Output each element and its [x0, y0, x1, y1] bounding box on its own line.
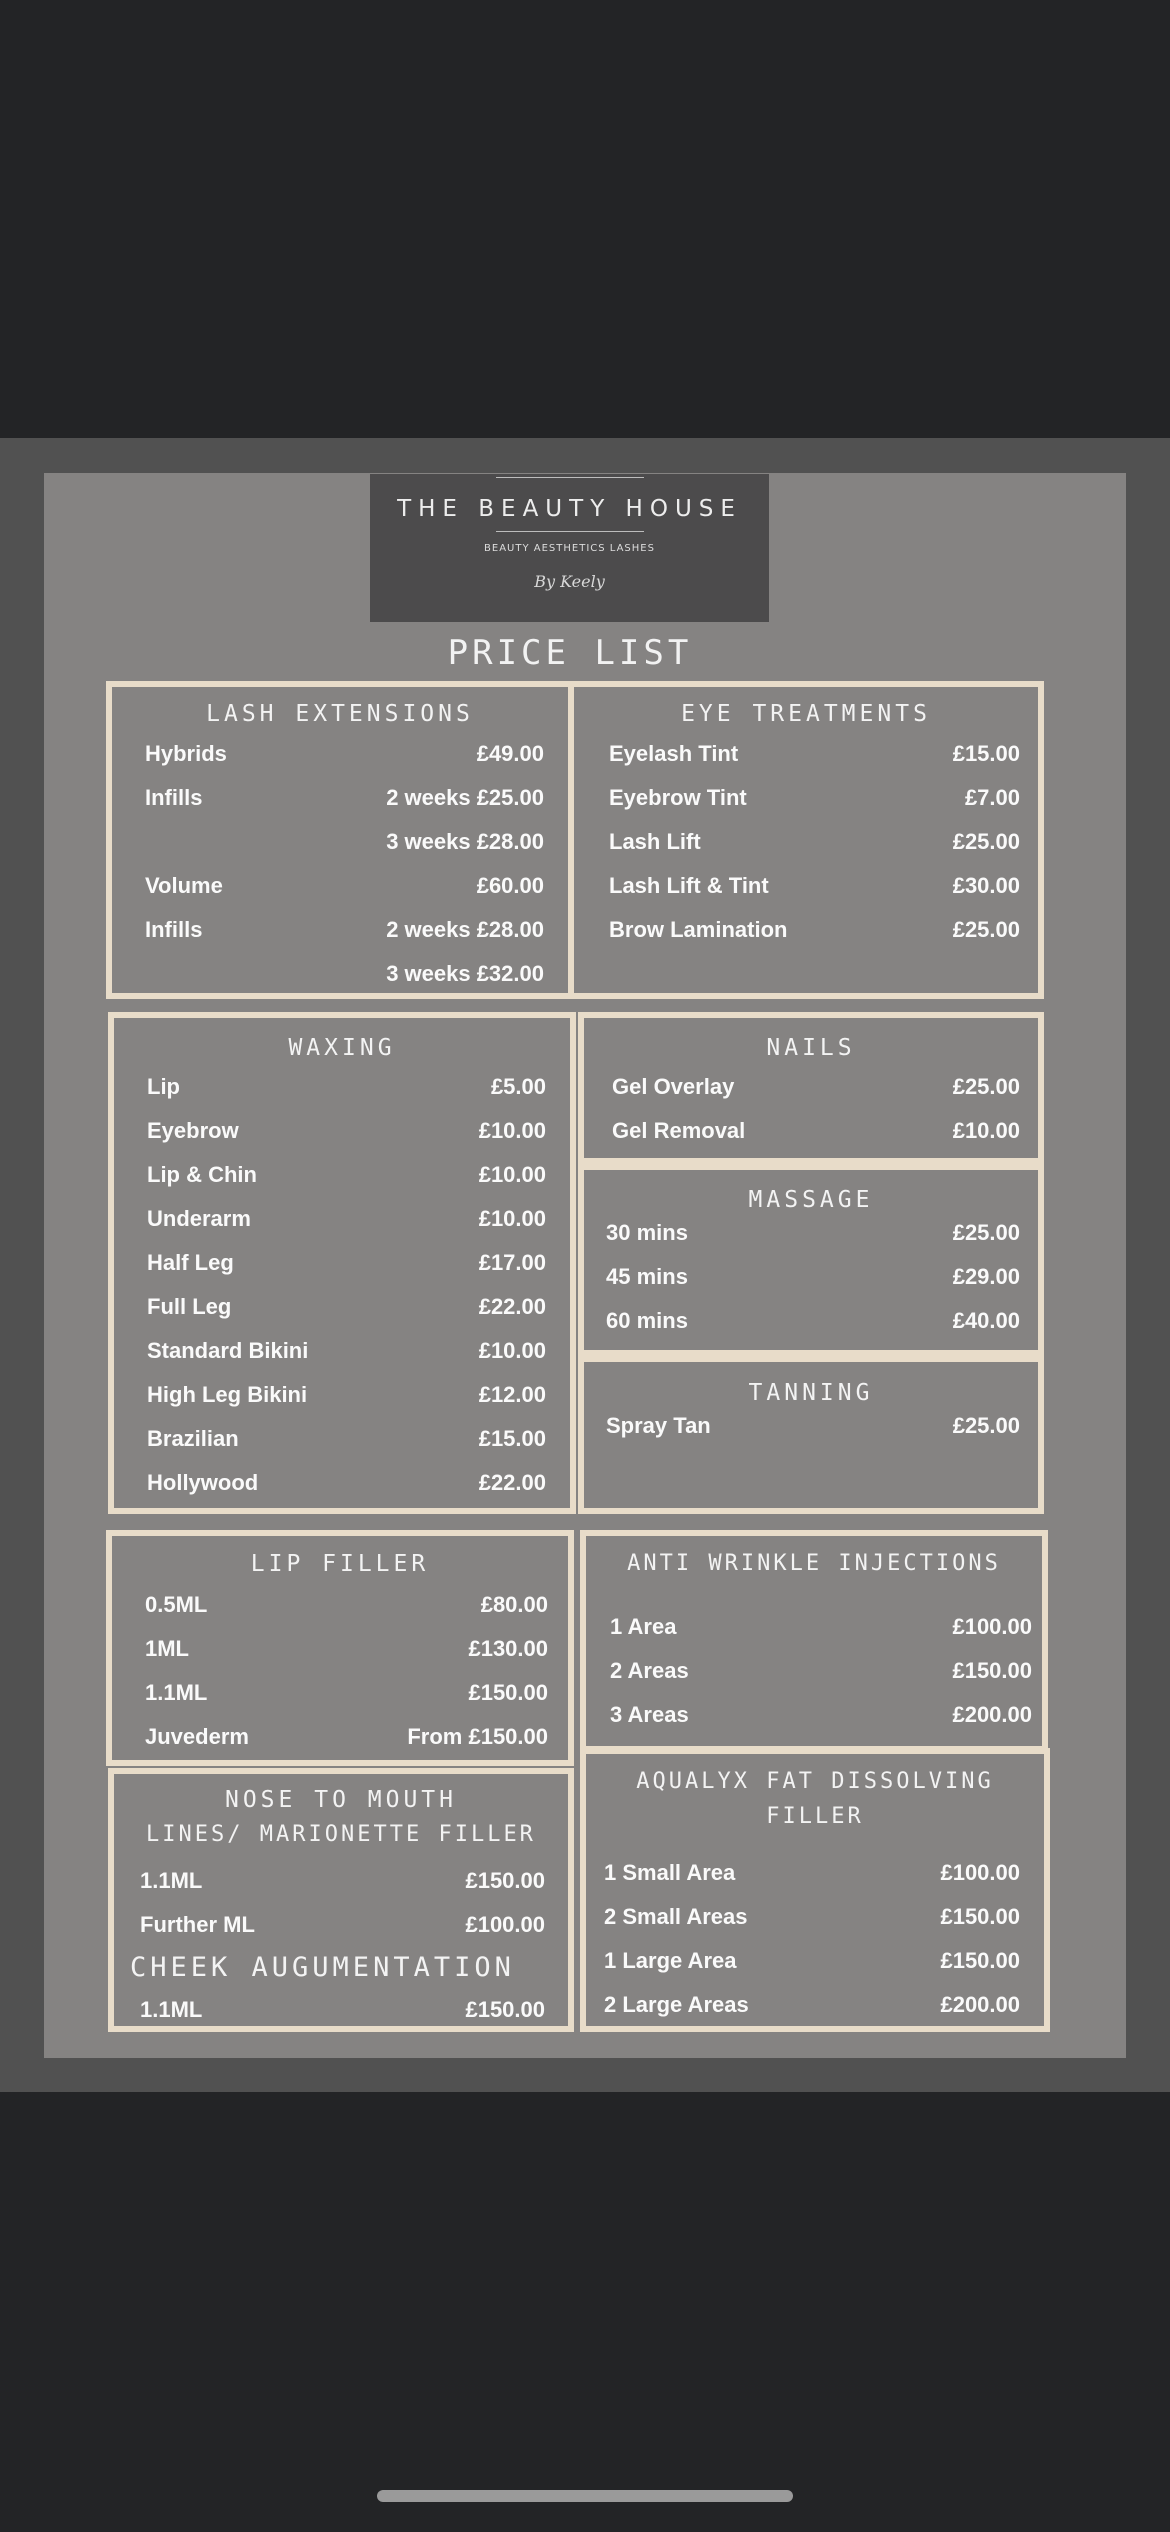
section-title: LASH EXTENSIONS: [206, 701, 474, 727]
treatment-price: £100.00: [465, 1912, 545, 1937]
treatment-name: 3 Areas: [610, 1702, 689, 1727]
treatment-price: £22.00: [478, 1470, 546, 1495]
treatment-price: 2 weeks £25.00: [386, 785, 544, 810]
treatment-name: 1 Large Area: [604, 1948, 737, 1973]
price-row: [604, 1992, 1020, 2020]
price-row: [606, 1220, 1020, 1248]
price-row: [606, 1413, 1020, 1441]
treatment-name: Brazilian: [147, 1426, 239, 1451]
section-title: NOSE TO MOUTH: [224, 1787, 457, 1813]
treatment-price: 3 weeks £32.00: [386, 961, 544, 986]
treatment-name: High Leg Bikini: [147, 1382, 308, 1407]
treatment-price: £40.00: [952, 1308, 1020, 1333]
treatment-price: £10.00: [952, 1118, 1020, 1143]
cheek-augmentation-title: CHEEK AUGUMENTATION: [130, 1952, 515, 1983]
nose-to-mouth-section: [108, 1768, 574, 2032]
treatment-name: 1.1ML: [140, 1868, 203, 1893]
price-row: [147, 1470, 546, 1498]
price-row: [609, 873, 1020, 901]
treatment-price: £10.00: [478, 1338, 546, 1363]
treatment-name: Lip & Chin: [147, 1162, 257, 1187]
treatment-name: Half Leg: [147, 1250, 234, 1275]
treatment-price: £150.00: [940, 1948, 1020, 1973]
price-row: [604, 1904, 1020, 1932]
price-row: [612, 1118, 1020, 1146]
logo-rule-top: [496, 477, 644, 478]
price-row: [145, 961, 544, 989]
treatment-name: 1 Area: [610, 1614, 677, 1639]
price-row: [145, 1592, 548, 1620]
price-row: [140, 1868, 545, 1896]
treatment-name: Hybrids: [145, 741, 227, 766]
treatment-name: 2 Large Areas: [604, 1992, 749, 2017]
section-title: ANTI WRINKLE INJECTIONS: [627, 1551, 1001, 1576]
treatment-price: £150.00: [465, 1997, 545, 2022]
price-row: [604, 1860, 1020, 1888]
treatment-price: £15.00: [952, 741, 1020, 766]
section-title-line2: LINES/ MARIONETTE FILLER: [146, 1822, 536, 1847]
brand-tagline: BEAUTY AESTHETICS LASHES: [484, 543, 655, 554]
price-row: [609, 829, 1020, 857]
treatment-name: 0.5ML: [145, 1592, 208, 1617]
treatment-name: Hollywood: [147, 1470, 259, 1495]
treatment-name: Lash Lift & Tint: [609, 873, 769, 898]
price-row: [145, 1724, 548, 1752]
price-row: [145, 917, 544, 945]
treatment-price: £100.00: [952, 1614, 1032, 1639]
section-title: EYE TREATMENTS: [681, 701, 931, 727]
treatment-price: £5.00: [490, 1074, 546, 1099]
price-row: [606, 1264, 1020, 1292]
treatment-price: £100.00: [940, 1860, 1020, 1885]
price-row: [606, 1308, 1020, 1336]
treatment-price: £30.00: [952, 873, 1020, 898]
price-row: [145, 873, 544, 901]
treatment-name: 1ML: [145, 1636, 189, 1661]
treatment-name: 30 mins: [606, 1220, 688, 1245]
price-row: [612, 1074, 1020, 1102]
treatment-name: Eyebrow: [147, 1118, 239, 1143]
treatment-name: 45 mins: [606, 1264, 688, 1289]
treatment-price: £15.00: [478, 1426, 546, 1451]
treatment-price: £25.00: [952, 1220, 1020, 1245]
treatment-price: £150.00: [952, 1658, 1032, 1683]
treatment-price: £200.00: [940, 1992, 1020, 2017]
section-title-line2: FILLER: [766, 1804, 864, 1829]
price-row: [145, 829, 544, 857]
treatment-name: Spray Tan: [606, 1413, 711, 1438]
treatment-name: Brow Lamination: [609, 917, 788, 942]
treatment-name: 2 Small Areas: [604, 1904, 748, 1929]
treatment-name: 1.1ML: [145, 1680, 208, 1705]
section-title: WAXING: [288, 1035, 396, 1061]
treatment-price: 3 weeks £28.00: [386, 829, 544, 854]
treatment-price: £25.00: [952, 829, 1020, 854]
treatment-name: Lash Lift: [609, 829, 701, 854]
treatment-price: £7.00: [964, 785, 1020, 810]
treatment-price: £17.00: [478, 1250, 546, 1275]
treatment-price: £12.00: [478, 1382, 546, 1407]
price-row: [145, 785, 544, 813]
treatment-price: £22.00: [478, 1294, 546, 1319]
treatment-name: Volume: [145, 873, 223, 898]
price-row: [610, 1614, 1032, 1642]
price-row: [147, 1162, 546, 1190]
treatment-price: £10.00: [478, 1206, 546, 1231]
price-row: [147, 1118, 546, 1146]
treatment-name: 60 mins: [606, 1308, 688, 1333]
home-indicator[interactable]: [377, 2490, 793, 2502]
treatment-name: Lip: [147, 1074, 180, 1099]
treatment-name: 2 Areas: [610, 1658, 689, 1683]
price-row: [140, 1912, 545, 1940]
price-row: [147, 1382, 546, 1410]
price-row: [140, 1997, 545, 2025]
treatment-price: 2 weeks £28.00: [386, 917, 544, 942]
price-row: [147, 1294, 546, 1322]
price-row: [145, 1680, 548, 1708]
treatment-price: £10.00: [478, 1162, 546, 1187]
treatment-name: Infills: [145, 917, 203, 942]
treatment-name: Eyelash Tint: [609, 741, 739, 766]
price-row: [609, 917, 1020, 945]
treatment-name: Gel Overlay: [612, 1074, 735, 1099]
treatment-price: £49.00: [476, 741, 544, 766]
aqualyx-section: [580, 1748, 1050, 2032]
price-row: [147, 1074, 546, 1102]
logo-rule-bottom: [496, 531, 644, 532]
price-row: [610, 1658, 1032, 1686]
section-title: TANNING: [748, 1380, 874, 1406]
brand-signature: By Keely: [534, 572, 605, 591]
price-row: [147, 1338, 546, 1366]
treatment-price: £130.00: [468, 1636, 548, 1661]
price-row: [147, 1250, 546, 1278]
treatment-price: £150.00: [940, 1904, 1020, 1929]
treatment-name: Infills: [145, 785, 203, 810]
price-row: [604, 1948, 1020, 1976]
treatment-price: £150.00: [468, 1680, 548, 1705]
price-row: [609, 785, 1020, 813]
treatment-name: 1 Small Area: [604, 1860, 736, 1885]
treatment-price: £29.00: [952, 1264, 1020, 1289]
treatment-price: £25.00: [952, 1074, 1020, 1099]
price-row: [147, 1426, 546, 1454]
treatment-name: Juvederm: [145, 1724, 249, 1749]
treatment-name: 1.1ML: [140, 1997, 203, 2022]
treatment-price: £200.00: [952, 1702, 1032, 1727]
treatment-price: £150.00: [465, 1868, 545, 1893]
treatment-price: From £150.00: [407, 1724, 548, 1749]
section-title: LIP FILLER: [250, 1551, 430, 1577]
treatment-name: Underarm: [147, 1206, 251, 1231]
treatment-price: £60.00: [476, 873, 544, 898]
price-row: [609, 741, 1020, 769]
price-row: [147, 1206, 546, 1234]
price-list-heading: PRICE LIST: [447, 633, 693, 673]
treatment-name: Gel Removal: [612, 1118, 746, 1143]
brand-title: THE BEAUTY HOUSE: [397, 496, 742, 522]
section-title: NAILS: [766, 1035, 856, 1061]
section-title: MASSAGE: [748, 1187, 874, 1213]
treatment-price: £25.00: [952, 917, 1020, 942]
treatment-price: £10.00: [478, 1118, 546, 1143]
treatment-name: Further ML: [140, 1912, 255, 1937]
price-row: [610, 1702, 1032, 1730]
treatment-name: Eyebrow Tint: [609, 785, 747, 810]
price-row: [145, 1636, 548, 1664]
treatment-price: £80.00: [480, 1592, 548, 1617]
section-title: AQUALYX FAT DISSOLVING: [636, 1769, 994, 1794]
price-row: [145, 741, 544, 769]
treatment-price: £25.00: [952, 1413, 1020, 1438]
treatment-name: Standard Bikini: [147, 1338, 309, 1363]
treatment-name: Full Leg: [147, 1294, 232, 1319]
brand-logo: [370, 474, 769, 622]
